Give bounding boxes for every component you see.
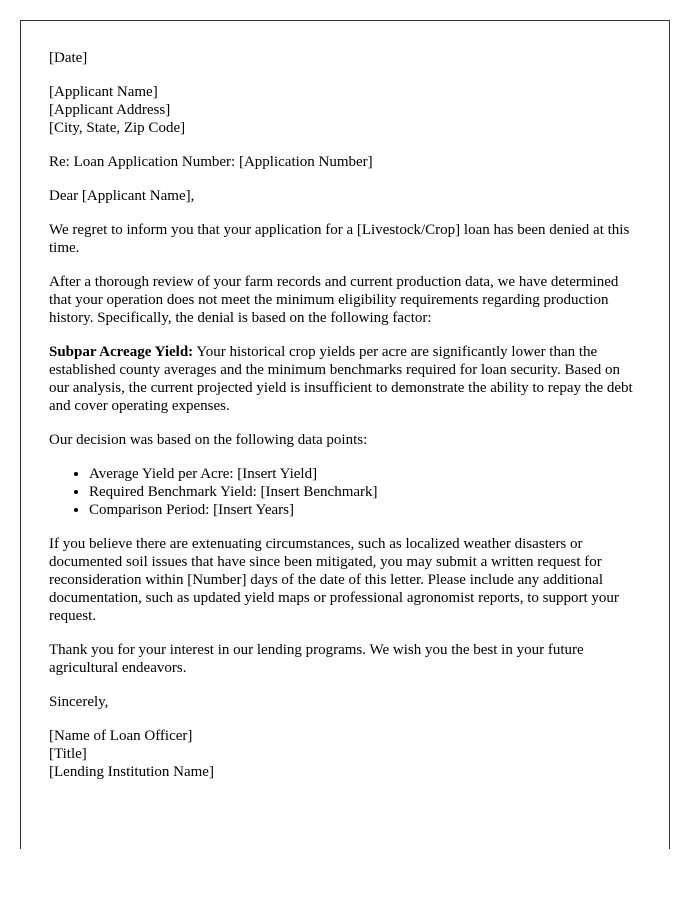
paragraph-reconsideration: If you believe there are extenuating circumstances, such as localized weather disasters or documented soil issues that have since been mitigated, you may submit a written request for reconsideration within [Number] days of the date of this letter. Please include any additional documentation, such as updated yield maps or professional agronomist reports, to support your request. [49, 536, 619, 624]
letter-date: [Date] [49, 50, 88, 66]
data-points-intro: Our decision was based on the following data points: [49, 432, 368, 448]
list-item: • Average Yield per Acre: [Insert Yield] [89, 465, 634, 483]
denial-factor-label: Subpar Acreage Yield: [49, 344, 194, 360]
sign-off: Sincerely, [49, 694, 109, 710]
letter-body [49, 49, 634, 781]
signature-institution: [Lending Institution Name] [49, 764, 214, 780]
denial-factor-text: Your historical crop yields per acre are significantly lower than the established county averages and the minimum benchmarks required for loan security. Based on our analysis, the current projected yield is insufficient to demonstrate the ability to repay the debt and cover operating expenses. [49, 344, 633, 414]
salutation: Dear [Applicant Name], [49, 188, 195, 204]
recipient-block [49, 83, 634, 137]
recipient-address: [Applicant Address] [49, 102, 171, 118]
recipient-city-state-zip: [City, State, Zip Code] [49, 120, 186, 136]
denial-factor [49, 343, 634, 415]
data-points-list [49, 465, 634, 519]
paragraph-closing: Thank you for your interest in our lending programs. We wish you the best in your future agricultural endeavors. [49, 642, 584, 676]
list-item: • Comparison Period: [Insert Years] [89, 501, 634, 519]
signature-title: [Title] [49, 746, 87, 762]
signature-block [49, 727, 634, 781]
paragraph-intro: We regret to inform you that your application for a [Livestock/Crop] loan has been denied at this time. [49, 222, 630, 256]
list-item: • Required Benchmark Yield: [Insert Benchmark] [89, 483, 634, 501]
letter-page [20, 20, 670, 849]
signature-name: [Name of Loan Officer] [49, 728, 193, 744]
recipient-name: [Applicant Name] [49, 84, 158, 100]
paragraph-review: After a thorough review of your farm records and current production data, we have determined that your operation does not meet the minimum eligibility requirements regarding production history. Specifically, the denial is based on the following factor: [49, 274, 619, 326]
reference-line: Re: Loan Application Number: [Application Number] [49, 154, 373, 170]
